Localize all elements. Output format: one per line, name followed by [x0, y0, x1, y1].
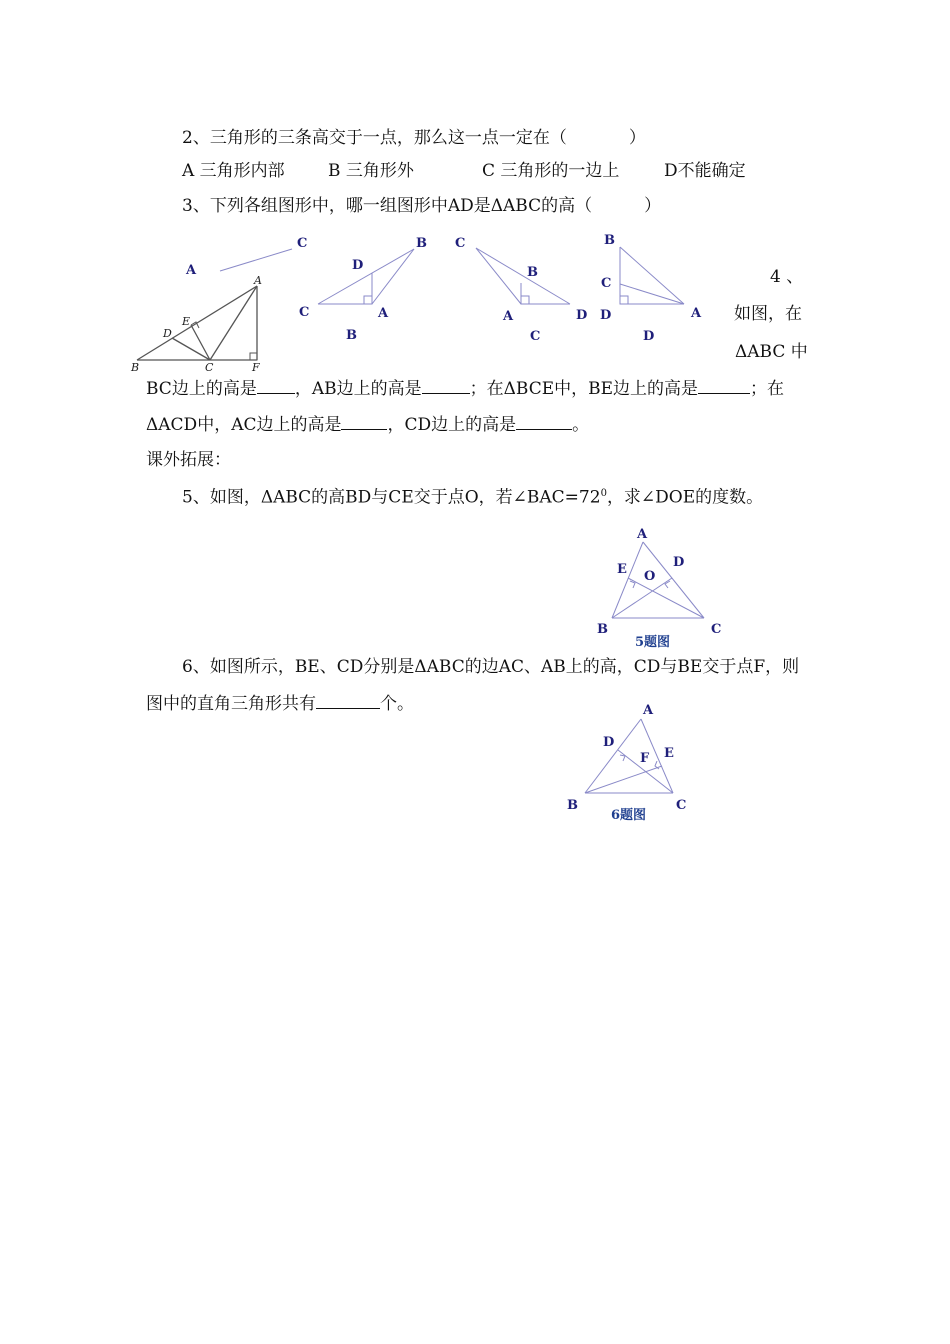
q3-figure-4 — [600, 233, 702, 344]
q5-label-o: O — [644, 569, 656, 584]
q5-text — [182, 483, 763, 509]
q3-fig3-label-c: C — [455, 236, 466, 251]
q3-stem-close: ） — [644, 196, 662, 216]
q4-line-2 — [146, 413, 589, 436]
q4-l2-part1: ΔACD中，AC边上的高是 — [146, 415, 342, 435]
q3-fig4-label-d: D — [600, 308, 612, 323]
q3-stem-text: 3、下列各组图形中，哪一组图形中AD是ΔABC的高（ — [182, 196, 593, 216]
q5-text-post: ，求∠DOE的度数。 — [606, 487, 764, 508]
q6-text-pre: 图中的直角三角形共有 — [146, 694, 316, 714]
q5-label-d: D — [673, 555, 685, 570]
q4-blank-3[interactable] — [698, 377, 750, 394]
q3-fig3-label-a: A — [503, 309, 514, 324]
q6-label-c: C — [676, 798, 687, 813]
q3-fig2-label-b2: B — [346, 328, 357, 343]
q6-label-a: A — [643, 703, 654, 718]
q4-right-angle-f — [250, 353, 257, 360]
q5-side-ab — [612, 542, 643, 618]
q3-figure-2 — [299, 236, 427, 343]
q4-side-ac — [210, 286, 257, 360]
q4-label-d: D — [163, 327, 172, 340]
q5-altitude-bd — [612, 578, 672, 618]
q2-stem-close: ） — [628, 128, 646, 148]
q6-text-post: 个。 — [380, 694, 414, 714]
q3-fig2-label-d: D — [352, 258, 364, 273]
q3-fig3-label-d: D — [576, 308, 588, 323]
q4-figure — [130, 274, 262, 374]
q6-right-angle-d — [620, 755, 625, 761]
q6-line-1: 6、如图所示，BE、CD分别是ΔABC的边AC、AB上的高，CD与BE交于点F，则 — [182, 657, 800, 677]
q3-fig2-label-c: C — [299, 305, 310, 320]
q3-fig3-label-c2: C — [530, 329, 541, 344]
q6-label-b: B — [567, 798, 578, 813]
q3-fig2-label-a: A — [378, 306, 389, 321]
q3-fig4-hyp — [620, 247, 684, 304]
q5-label-a: A — [637, 527, 648, 542]
q3-fig3-side1 — [476, 248, 521, 304]
q3-fig4-label-c: C — [601, 276, 612, 291]
q2-option-b: B 三角形外 — [328, 161, 414, 181]
q6-figure — [555, 695, 715, 830]
q4-blank-5[interactable] — [516, 413, 572, 430]
extension-heading: 课外拓展： — [146, 450, 231, 470]
q6-label-d: D — [603, 735, 615, 750]
q3-fig4-label-b: B — [604, 233, 615, 248]
q4-l1-part3: ；在ΔBCE中，BE边上的高是 — [469, 379, 699, 399]
q4-l2-part2: ，CD边上的高是 — [387, 415, 517, 435]
q5-right-angle-e — [630, 581, 635, 588]
q5-text-pre: 5、如图，ΔABC的高BD与CE交于点O，若∠BAC=72 — [182, 487, 601, 508]
q6-side-ab — [585, 719, 641, 793]
q6-caption: 6题图 — [611, 808, 647, 823]
q4-l1-part1: BC边上的高是 — [146, 379, 257, 399]
q5-caption: 5题图 — [635, 635, 671, 650]
q3-fig2-label-b: B — [416, 236, 427, 251]
q3-fig3-right-angle — [521, 296, 529, 304]
q4-l2-part3: 。 — [572, 415, 590, 435]
q2-option-d: D不能确定 — [664, 161, 746, 181]
q4-number: 4 、 — [770, 267, 804, 287]
q4-line-1 — [146, 377, 784, 400]
q3-figure-1 — [185, 236, 307, 278]
q3-fig2-right-angle — [364, 296, 372, 304]
q3-fig4-label-a: A — [691, 306, 702, 321]
q4-label-c: C — [205, 361, 214, 374]
q3-figure-3 — [455, 236, 587, 344]
q4-label-a: A — [254, 274, 262, 287]
q5-altitude-ce — [628, 578, 704, 618]
q4-label-f: F — [252, 361, 260, 374]
q5-label-e: E — [617, 562, 627, 577]
q4-l1-part4: ；在 — [750, 379, 785, 399]
q5-degree: 0 — [600, 488, 607, 499]
q2-stem-text: 2、三角形的三条高交于一点，那么这一点一定在（ — [182, 128, 567, 148]
q2-option-a: A 三角形内部 — [182, 161, 285, 181]
q5-label-b: B — [597, 622, 608, 637]
q4-label-e: E — [182, 315, 191, 328]
q4-blank-1[interactable] — [257, 377, 295, 394]
q3-fig2-side — [372, 249, 414, 304]
q5-label-c: C — [711, 622, 722, 637]
q3-q4-figures — [0, 0, 950, 400]
q5-figure — [580, 520, 750, 655]
q3-fig3-label-b: B — [527, 265, 538, 280]
q3-fig1-label-c: C — [297, 236, 308, 251]
q3-fig4-right-angle — [620, 296, 628, 304]
q3-fig4-segment — [620, 284, 684, 304]
q4-blank-2[interactable] — [422, 377, 470, 394]
q3-fig4-label-d2: D — [643, 329, 655, 344]
q4-blank-4[interactable] — [341, 413, 387, 430]
q3-fig1-label-a: A — [186, 263, 197, 278]
q6-altitude-be — [585, 766, 662, 793]
q4-as-shown: 如图，在 — [734, 304, 802, 324]
q6-label-e: E — [664, 746, 674, 761]
q3-fig1-segment — [220, 249, 292, 271]
q6-line-2 — [146, 692, 414, 715]
q2-option-c: C 三角形的一边上 — [482, 161, 620, 181]
q4-l1-part2: ，AB边上的高是 — [294, 379, 422, 399]
q4-label-b: B — [131, 361, 140, 374]
q4-triangle-abc: ΔABC 中 — [735, 342, 808, 362]
q6-blank[interactable] — [316, 692, 380, 709]
q6-label-f: F — [640, 751, 650, 766]
